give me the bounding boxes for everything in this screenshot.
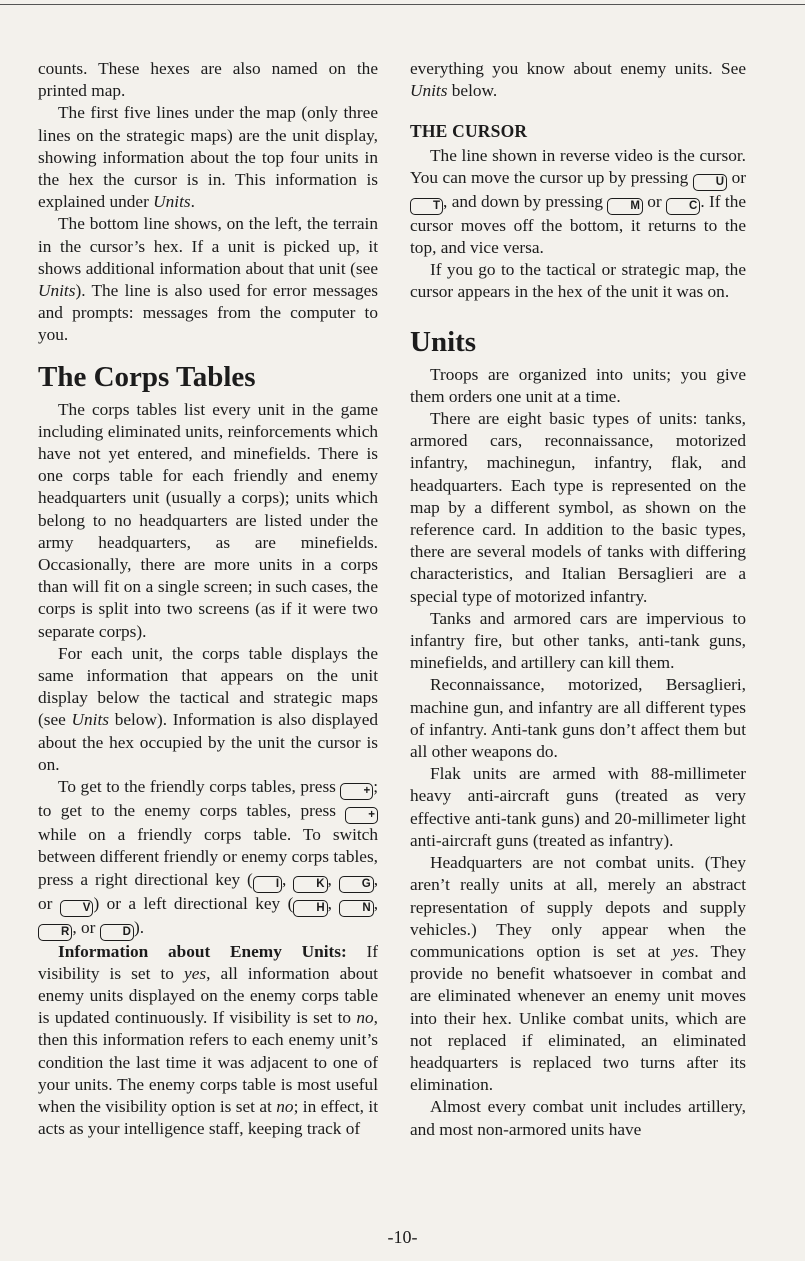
page-top-rule xyxy=(0,4,805,5)
key-c: C xyxy=(666,198,700,215)
paragraph-troops: Troops are organized into units; you give them orders one unit at a time. xyxy=(410,364,746,406)
paragraph-hexes: counts. These hexes are also named on the printed map. xyxy=(38,59,378,101)
key-t: T xyxy=(410,198,443,215)
key-v: V xyxy=(60,900,94,917)
paragraph-headquarters: Headquarters are not combat units. (They aren’t really units at all, merely an abstract representation of supply depots and supply vehicles.) They only appear when the communications option is set at yes. They provide no benefit whatsoever in combat and are eliminated whenever an enemy unit moves into their hex. Unlike combat units, which are not replaced if eliminated, an eliminated headquarters is replaced two turns after its elimination. xyxy=(410,853,746,1095)
key-u: U xyxy=(693,174,727,191)
key-n: N xyxy=(339,900,373,917)
paragraph-enemy-info: Information about Enemy Units: If visibility is set to yes, all information about enemy units displayed on the enemy corps table is updated continuously. If visibility is set to no, then this information refers to each enemy unit’s condition the last time it was adjacent to one of your units. The enemy corps table is most useful when the visibility option is set at no; in effect, it acts as your intelligence staff, keeping track of xyxy=(38,941,378,1139)
heading-units: Units xyxy=(410,325,477,358)
key-k: K xyxy=(293,876,327,893)
heading-the-cursor: THE CURSOR xyxy=(410,121,528,142)
paragraph-tanks: Tanks and armored cars are impervious to infantry fire, but other tanks, anti-tank guns, minefields, and artillery can kill them. xyxy=(410,608,746,673)
paragraph-artillery: Almost every combat unit includes artillery, and most non-armored units have xyxy=(410,1097,746,1139)
left-column xyxy=(38,58,378,1140)
paragraph-keys: To get to the friendly corps tables, press + ; to get to the enemy corps tables, press + while on a friendly corps table. To switch between different friendly or enemy corps tables, press a right directional key ( I , K , G , or V ) or a left directional key ( H , N , R , or D ). xyxy=(38,776,378,940)
paragraph-cursor-map: If you go to the tactical or strategic map, the cursor appears in the hex of the unit it was on. xyxy=(410,260,746,302)
paragraph-unit-info: For each unit, the corps table displays the same information that appears on the unit display below the tactical and strategic maps (see Units below). Information is also displayed about the hex occupied by the unit the cursor is on. xyxy=(38,643,378,774)
paragraph-unit-display: The first five lines under the map (only three lines on the strategic maps) are the unit display, showing information about the top four units in the hex the cursor is in. This information is explained under Units. xyxy=(38,103,378,212)
key-g: G xyxy=(339,876,374,893)
paragraph-enemy-knowledge: everything you know about enemy units. See Units below. xyxy=(410,59,746,101)
paragraph-bottom-line: The bottom line shows, on the left, the terrain in the cursor’s hex. If a unit is picked up, it shows additional information about that unit (see Units). The line is also used for error messages and prompts: messages from the computer to you. xyxy=(38,214,378,345)
subheading-enemy-units: Information about Enemy Units: xyxy=(58,941,347,961)
key-h: H xyxy=(293,900,327,917)
friendly-corps-key: + xyxy=(340,783,373,800)
paragraph-corps-tables: The corps tables list every unit in the game including eliminated units, reinforcements which have not yet entered, and minefields. There is one corps table for each friendly and enemy headquarters unit (usually a corps); units which belong to no headquarters are listed under the army headquarters, as are minefields. Occasionally, there are more units in a corps than will fit on a single screen; in such cases, the corps is split into two screens (as if it were two separate corps). xyxy=(38,399,378,641)
paragraph-cursor: The line shown in reverse video is the cursor. You can move the cursor up by pressing U or T , and down by pressing M or C . If the cursor moves off the bottom, it returns to the top, and vice versa. xyxy=(410,145,747,258)
heading-corps-tables: The Corps Tables xyxy=(38,360,256,393)
paragraph-flak: Flak units are armed with 88-millimeter heavy anti-aircraft guns (treated as very effective anti-tank guns) and 20-millimeter light anti-aircraft guns (treated as infantry). xyxy=(410,764,746,850)
key-r: R xyxy=(38,924,72,941)
enemy-corps-key: + xyxy=(345,807,378,824)
paragraph-infantry: Reconnaissance, motorized, Bersaglieri, machine gun, and infantry are all different types of infantry. Anti-tank guns don’t affect them but all other weapons do. xyxy=(410,675,746,762)
key-i: I xyxy=(253,876,282,893)
page-number: -10- xyxy=(387,1227,418,1247)
right-column xyxy=(410,58,746,1141)
key-m: M xyxy=(607,198,643,215)
key-d: D xyxy=(100,924,134,941)
paragraph-unit-types: There are eight basic types of units: tanks, armored cars, reconnaissance, motorized infantry, machinegun, infantry, flak, and headquarters. Each type is represented on the map by a different symbol, as shown on the reference card. In addition to the basic types, there are several models of tanks with differing characteristics, and Italian Bersaglieri are a special type of motorized infantry. xyxy=(410,409,746,606)
